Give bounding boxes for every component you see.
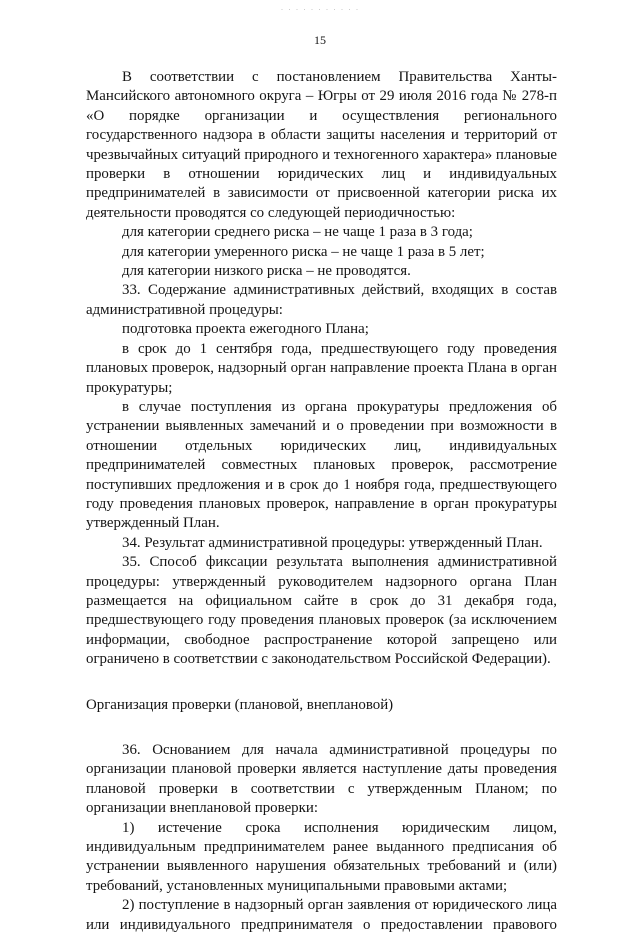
paragraph-moderate-risk: для категории умеренного риска – не чаще 1 раза в 5 лет; [122, 243, 485, 260]
paragraph-low-risk: для категории низкого риска – не проводятся. [122, 263, 411, 280]
paragraph-subitem-2: 2) поступление в надзорный орган заявления от юридического лица или индивидуального предпринимателя о предоставлении правового [86, 897, 557, 933]
section-heading: Организация проверки (плановой, внеплановой) [86, 696, 394, 713]
paragraph-item-34: 34. Результат административной процедуры: утвержденный План. [122, 534, 543, 551]
page-number: 15 [314, 33, 326, 47]
paragraph-prosecutor-proposal: в случае поступления из органа прокуратуры предложения об устранении выявленных замечаний и о проведении при возможности в отношении отдельных юридических лиц, индивидуальных предпринимателей совместных плановых проверок, рассмотрение поступивших предложения и в срок до 1 ноября года, предшествующего году проведения плановых проверок, направление в орган прокуратуры утвержденный План. [86, 398, 557, 532]
paragraph-plan-preparation: подготовка проекта ежегодного Плана; [122, 321, 369, 338]
document-body [86, 68, 557, 935]
paragraph-item-36: 36. Основанием для начала административной процедуры по организации плановой проверки является наступление даты проведения плановой проверки в соответствии с утвержденным Планом; по организации внеплановой проверки: [86, 742, 557, 817]
paragraph-item-35: 35. Способ фиксации результата выполнения административной процедуры: утвержденный руководителем надзорного органа План размещается на официальном сайте в срок до 31 декабря года, предшествующего году проведения плановых проверок (за исключением информации, свободное распространение которой запрещено или ограничено в соответствии с законодательством Российской Федерации). [86, 554, 557, 668]
paragraph-september-deadline: в срок до 1 сентября года, предшествующего году проведения плановых проверок, надзорный орган направление проекта Плана в орган прокуратуры; [86, 340, 557, 396]
paragraph-subitem-1: 1) истечение срока исполнения юридическим лицом, индивидуальным предпринимателем ранее выданного предписания об устранении выявленного нарушения обязательных требований и (или) требований, установленных муниципальными правовыми актами; [86, 819, 557, 894]
paragraph-item-33: 33. Содержание административных действий, входящих в состав административной процедуры: [86, 282, 557, 318]
paragraph-medium-risk: для категории среднего риска – не чаще 1 раза в 3 года; [122, 224, 473, 241]
paragraph-decree-reference: В соответствии с постановлением Правительства Ханты-Мансийского автономного округа – Югры от 29 июля 2016 года № 278-п «О порядке организации и осуществления регионального государственного надзора в области защиты населения и территорий от чрезвычайных ситуаций природного и техногенного характера» плановые проверки в отношении юридических лиц и индивидуальных предпринимателей в зависимости от присвоенной категории риска их деятельности проводятся со следующей периодичностью: [86, 69, 557, 221]
faint-stamp: · · · · · · · · · · · [280, 4, 360, 14]
